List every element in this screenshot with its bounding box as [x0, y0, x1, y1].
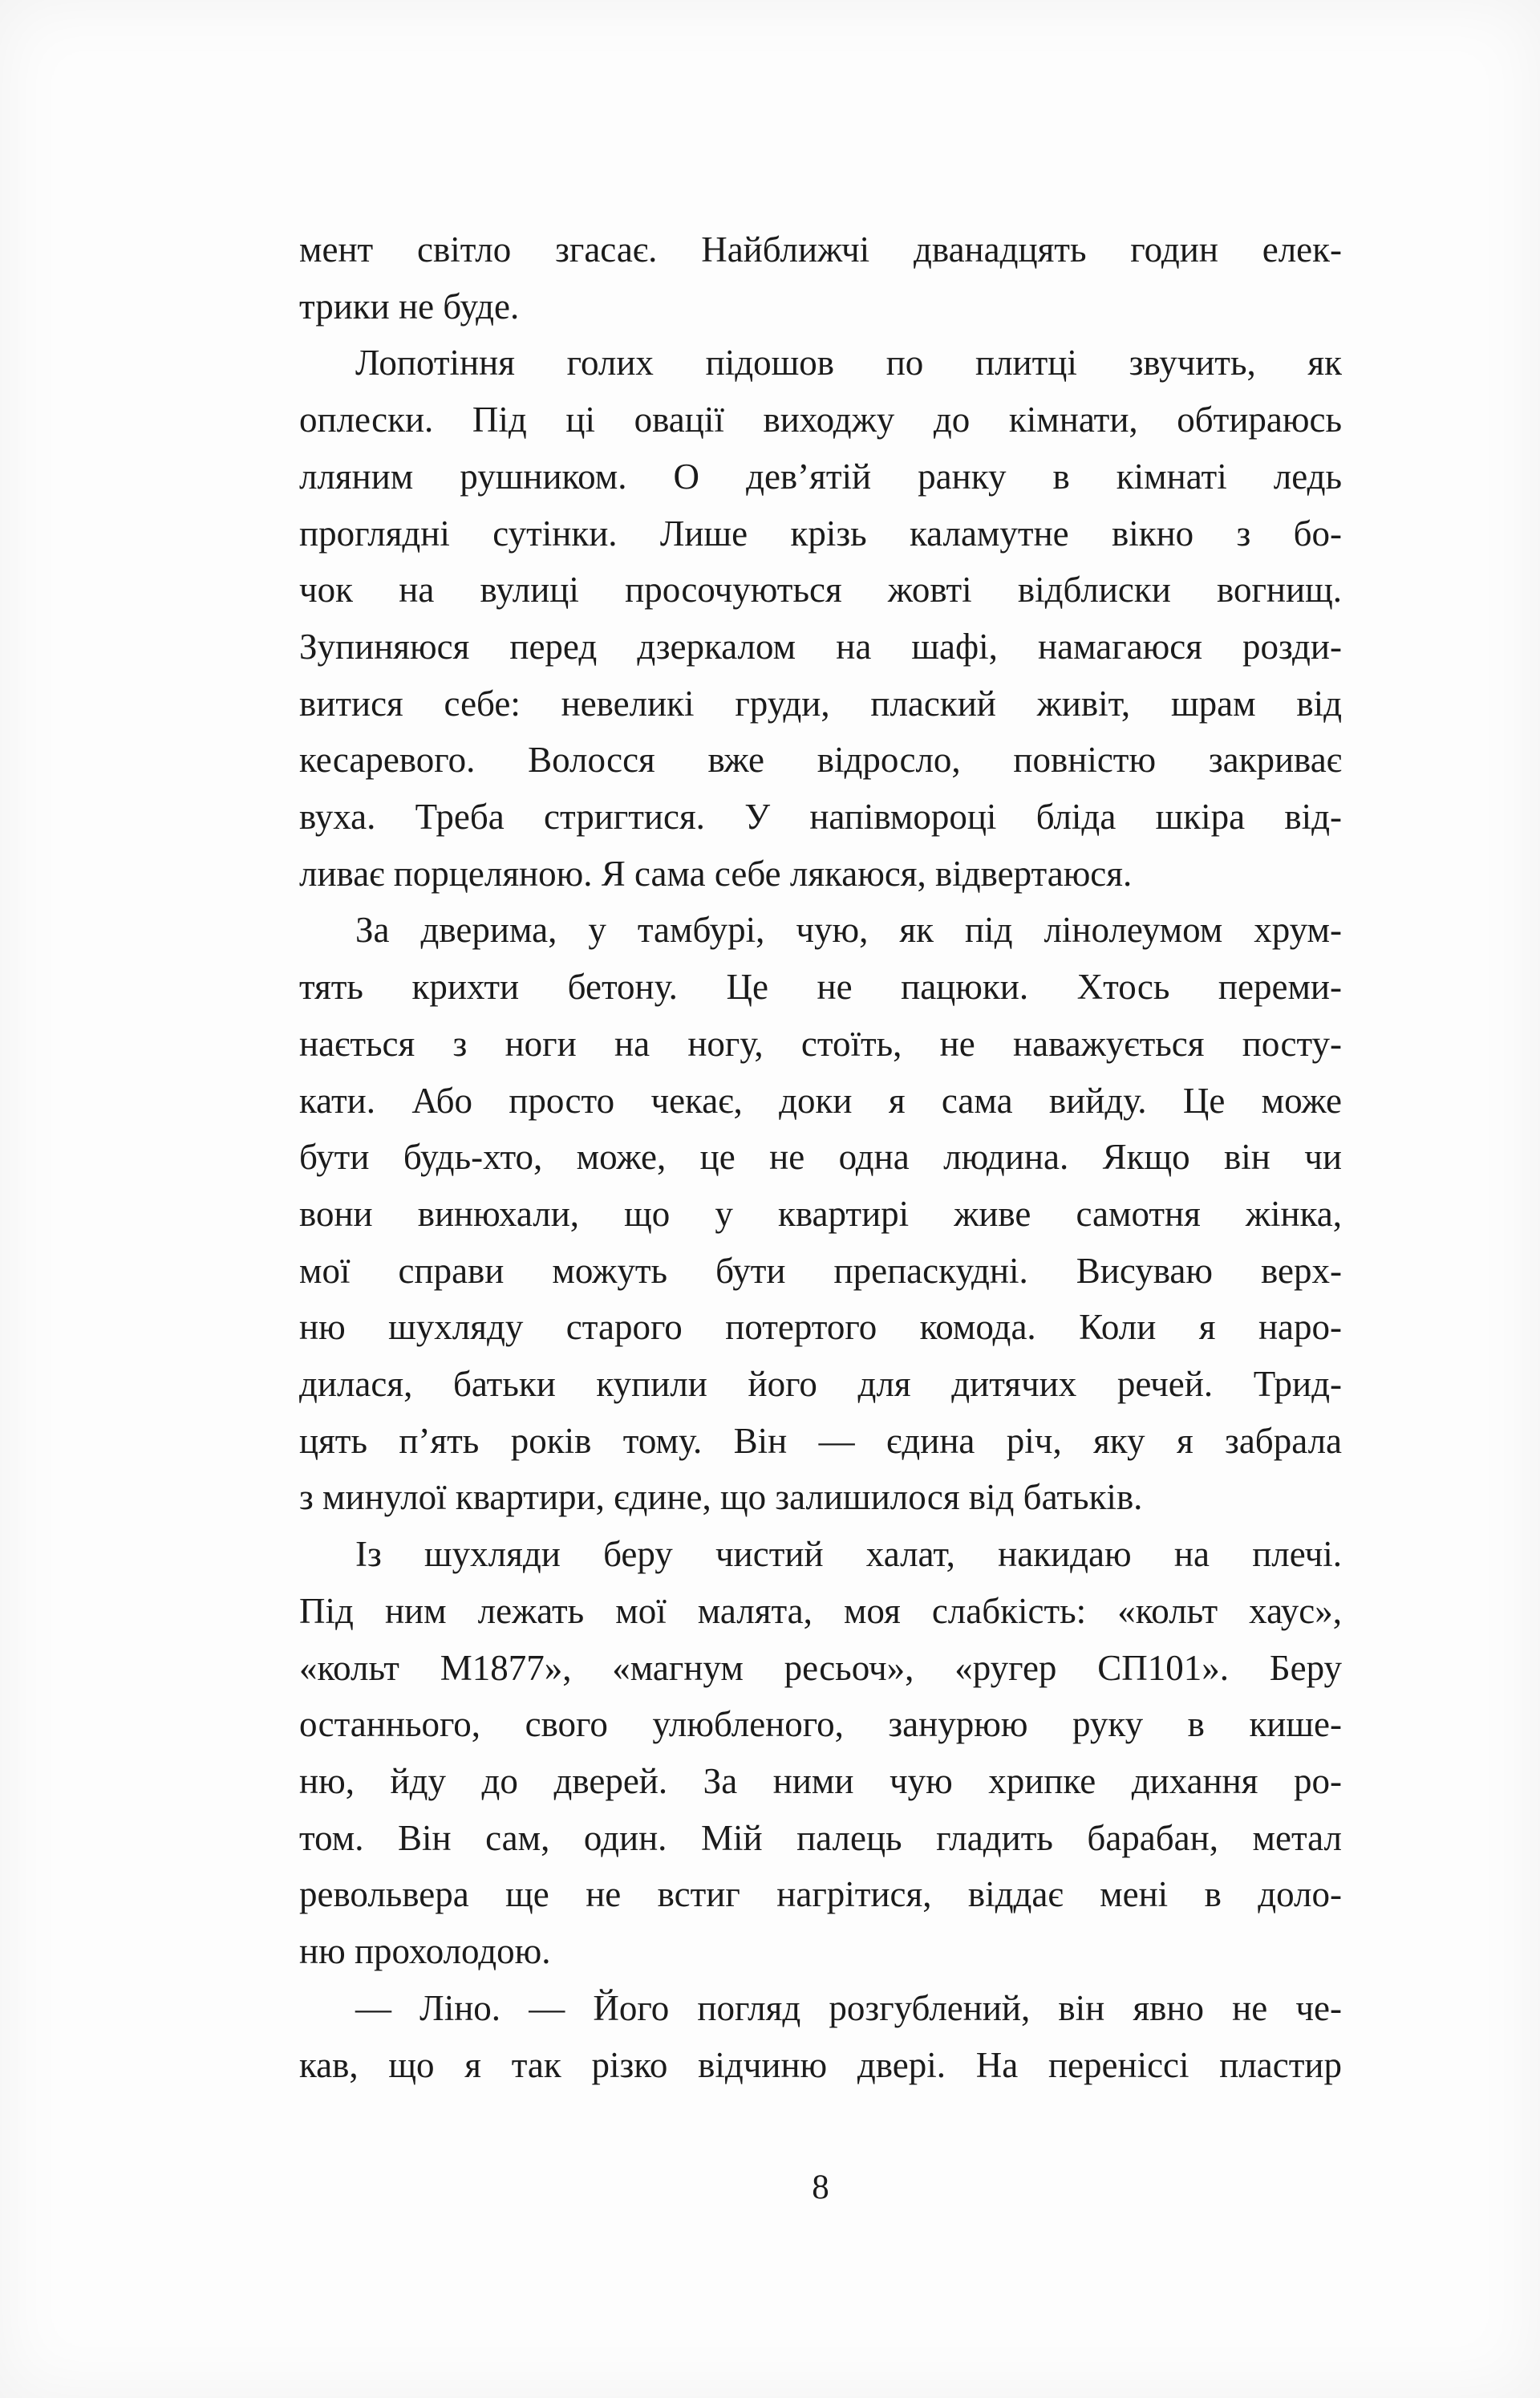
text-line: Зупиняюся перед дзеркалом на шафі, намагаюся розди- [299, 626, 1342, 667]
paragraph [299, 221, 1342, 335]
text-line: Із шухляди беру чистий халат, накидаю на плечі. [355, 1534, 1342, 1575]
text-line: цять п’ять років тому. Він — єдина річ, яку я забрала [299, 1420, 1342, 1461]
text-line: ню, йду до дверей. За ними чую хрипке дихання ро- [299, 1760, 1342, 1801]
text-line: револьвера ще не встиг нагрітися, віддає мені в доло- [299, 1874, 1342, 1915]
paragraph [299, 1526, 1342, 1980]
paragraph [299, 335, 1342, 902]
text-line: мент світло згасає. Найближчі дванадцять годин елек- [299, 229, 1342, 270]
page-number: 8 [812, 2169, 829, 2206]
paragraph [299, 1980, 1342, 2093]
text-line: проглядні сутінки. Лише крізь каламутне вікно з бо- [299, 513, 1342, 554]
text-block [299, 221, 1342, 2093]
paragraph [299, 902, 1342, 1526]
text-line: кав, що я так різко відчиню двері. На переніссі пластир [299, 2044, 1342, 2085]
text-line: вуха. Треба стригтися. У напівмороці бліда шкіра від- [299, 797, 1342, 838]
text-line: дилася, батьки купили його для дитячих речей. Трид- [299, 1364, 1342, 1405]
text-line: ню шухляду старого потертого комода. Коли я наро- [299, 1307, 1342, 1348]
text-line: оплески. Під ці овації виходжу до кімнати, обтираюсь [299, 400, 1342, 440]
text-line: бути будь-хто, може, це не одна людина. Якщо він чи [299, 1137, 1342, 1178]
text-line: з минулої квартири, єдине, що залишилося від батьків. [299, 1477, 1143, 1518]
text-line: Лопотіння голих підошов по плитці звучить, як [355, 343, 1342, 383]
text-line: кесаревого. Волосся вже відросло, повністю закриває [299, 740, 1342, 781]
text-line: ню прохолодою. [299, 1931, 551, 1972]
text-line: Під ним лежать мої малята, моя слабкість: «кольт хаус», [299, 1590, 1342, 1631]
text-line: лляним рушником. О дев’ятій ранку в кімнаті ледь [299, 456, 1342, 497]
text-line: нається з ноги на ногу, стоїть, не наважується посту- [299, 1023, 1342, 1064]
text-line: — Ліно. — Його погляд розгублений, він явно не че- [355, 1987, 1342, 2028]
text-line: За дверима, у тамбурі, чую, як під лінолеумом хрум- [355, 910, 1342, 951]
text-line: «кольт М1877», «магнум ресьоч», «ругер СП101». Беру [299, 1647, 1342, 1688]
text-line: вони винюхали, що у квартирі живе самотня жінка, [299, 1193, 1342, 1234]
text-line: мої справи можуть бути препаскудні. Висуваю верх- [299, 1250, 1342, 1291]
text-line: тять крихти бетону. Це не пацюки. Хтось переми- [299, 967, 1342, 1008]
text-line: останнього, свого улюбленого, занурюю руку в кише- [299, 1704, 1342, 1745]
text-line: том. Він сам, один. Мій палець гладить барабан, метал [299, 1817, 1342, 1858]
text-line: чок на вулиці просочуються жовті відблиски вогнищ. [299, 570, 1342, 611]
text-line: трики не буде. [299, 286, 520, 327]
text-line: витися себе: невеликі груди, плаский живіт, шрам від [299, 683, 1342, 724]
text-line: кати. Або просто чекає, доки я сама вийду. Це може [299, 1080, 1342, 1121]
text-line: ливає порцеляною. Я сама себе лякаюся, відвертаюся. [299, 853, 1133, 894]
